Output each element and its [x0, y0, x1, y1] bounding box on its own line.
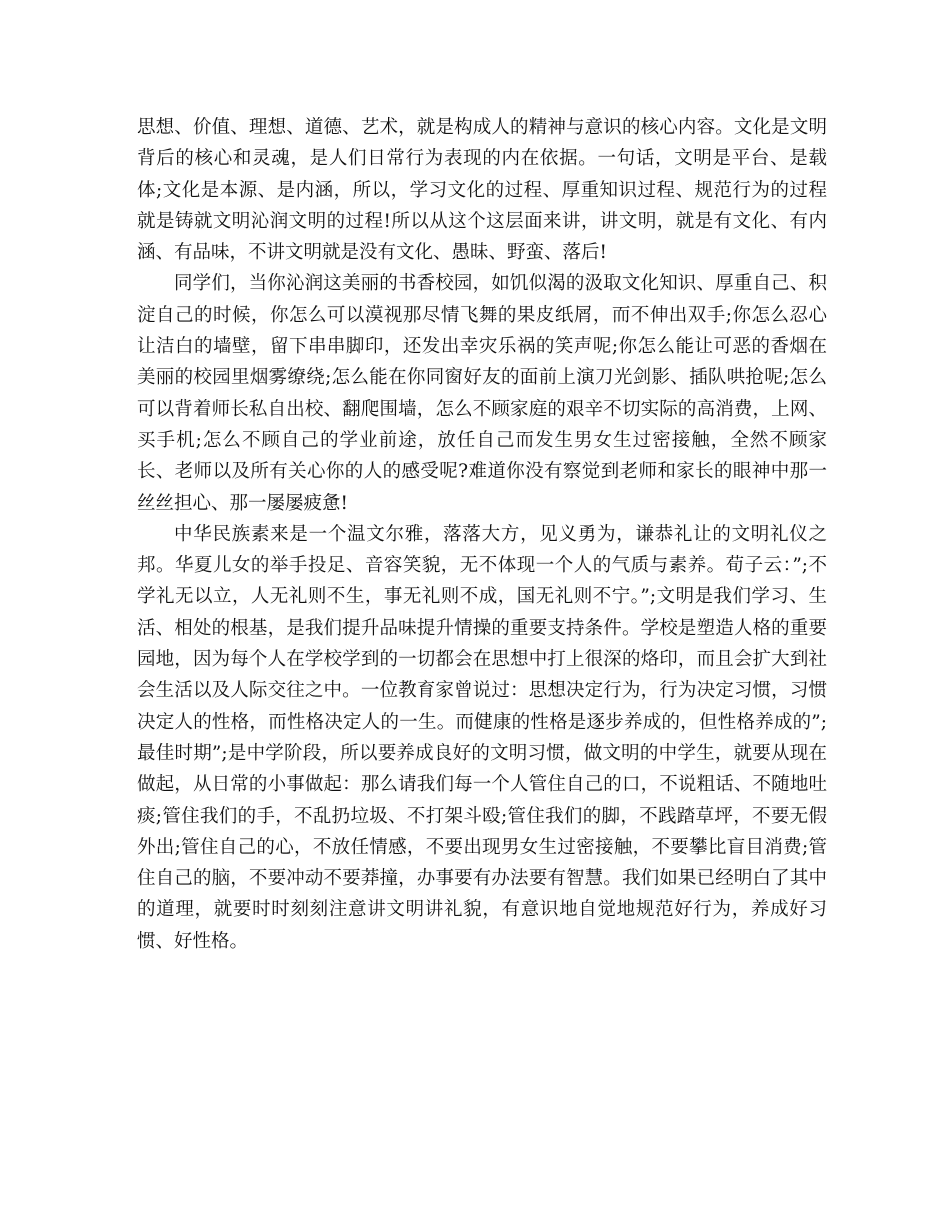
paragraph-1: 思想、价值、理想、道德、艺术，就是构成人的精神与意识的核心内容。文化是文明背后的核心和灵魂，是人们日常行为表现的内在依据。一句话，文明是平台、是载体;文化是本源、是内涵，所以，学习文化的过程、厚重知识过程、规范行为的过程就是铸就文明沁润文明的过程!所以从这个这层面来讲，讲文明，就是有文化、有内涵、有品味，不讲文明就是没有文化、愚昧、野蛮、落后! [137, 117, 827, 264]
paragraph-3: 中华民族素来是一个温文尔雅，落落大方，见义勇为，谦恭礼让的文明礼仪之邦。华夏儿女的举手投足、音容笑貌，无不体现一个人的气质与素养。荀子云：”;不学礼无以立，人无礼则不生，事无礼则不成，国无礼则不宁。”;文明是我们学习、生活、相处的根基，是我们提升品味提升情操的重要支持条件。学校是塑造人格的重要园地，因为每个人在学校学到的一切都会在思想中打上很深的烙印，而且会扩大到社会生活以及人际交往之中。一位教育家曾说过：思想决定行为，行为决定习惯，习惯决定人的性格，而性格决定人的一生。而健康的性格是逐步养成的，但性格养成的”;最佳时期”;是中学阶段，所以要养成良好的文明习惯，做文明的中学生，就要从现在做起，从日常的小事做起：那么请我们每一个人管住自己的口，不说粗话、不随地吐痰;管住我们的手，不乱扔垃圾、不打架斗殴;管住我们的脚，不践踏草坪，不要无假外出;管住自己的心，不放任情感，不要出现男女生过密接触，不要攀比盲目消费;管住自己的脑，不要冲动不要莽撞，办事要有办法要有智慧。我们如果已经明白了其中的道理，就要时时刻刻注意讲文明讲礼貌，有意识地自觉地规范好行为，养成好习惯、好性格。 [137, 523, 827, 952]
document-body [137, 112, 827, 957]
paragraph-2: 同学们，当你沁润这美丽的书香校园，如饥似渴的汲取文化知识、厚重自己、积淀自己的时候，你怎么可以漠视那尽情飞舞的果皮纸屑，而不伸出双手;你怎么忍心让洁白的墙壁，留下串串脚印，还发出幸灾乐祸的笑声呢;你怎么能让可恶的香烟在美丽的校园里烟雾缭绕;怎么能在你同窗好友的面前上演刀光剑影、插队哄抢呢;怎么可以背着师长私自出校、翻爬围墙，怎么不顾家庭的艰辛不切实际的高消费，上网、买手机;怎么不顾自己的学业前途，放任自己而发生男女生过密接触，全然不顾家长、老师以及所有关心你的人的感受呢?难道你没有察觉到老师和家长的眼神中那一丝丝担心、那一屡屡疲惫! [137, 273, 827, 514]
